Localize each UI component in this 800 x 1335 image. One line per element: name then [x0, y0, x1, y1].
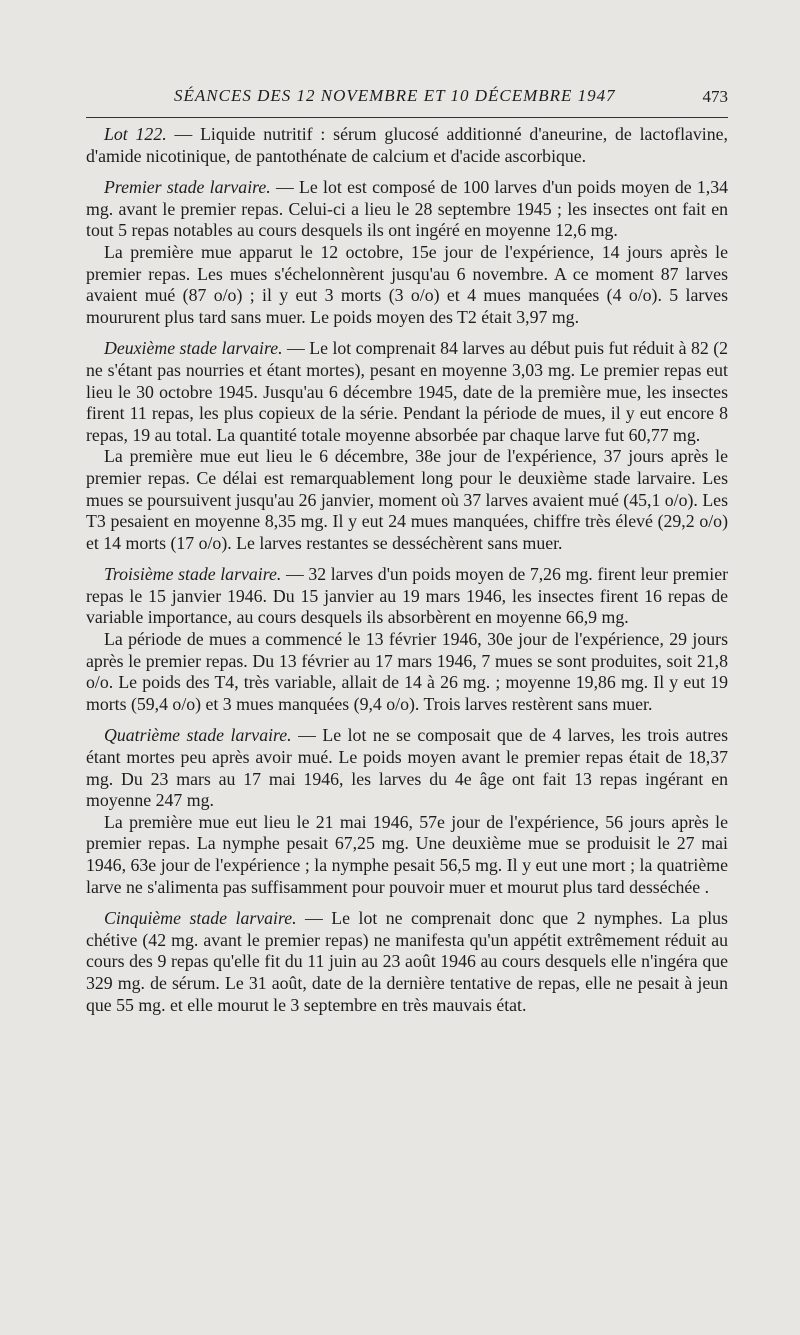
page-number: 473	[702, 87, 728, 106]
stage-4-paragraph-2: La première mue eut lieu le 21 mai 1946, 57e jour de l'expérience, 56 jours après le premier repas. La nymphe pesait 67,25 mg. Une deuxième mue se produisit le 27 mai 1946, 63e jour de l'expérience ; la nymphe pesait 56,5 mg. Il y eut une mort ; la quatrième larve ne s'alimenta pas suffisamment pour pouvoir muer et mourut plus tard desséchée .	[86, 811, 728, 897]
stage-4-paragraph-1	[86, 725, 728, 811]
stage-1-text-1: — Le lot est composé de 100 larves d'un poids moyen de 1,34 mg. avant le premier repas. Celui-ci a lieu le 28 septembre 1945 ; les insectes ont fait en tout 5 repas notables au cours desquels ils ont ingéré en moyenne 12,6 mg.	[86, 177, 728, 241]
stage-4-title: Quatrième stade larvaire.	[104, 725, 292, 746]
header-title: SÉANCES DES 12 NOVEMBRE ET 10 DÉCEMBRE 1947	[174, 86, 616, 105]
stage-4-text-1: — Le lot ne se composait que de 4 larves, les trois autres étant mortes peu après avoir mué. Le poids moyen avant le premier repas était de 18,37 mg. Du 23 mars au 17 mai 1946, les larves du 4e âge ont fait 13 repas ingérant en moyenne 247 mg.	[86, 725, 728, 811]
stage-3-text-1: — 32 larves d'un poids moyen de 7,26 mg. firent leur premier repas le 15 janvier 1946. Du 15 janvier au 19 mars 1946, les insectes firent 16 repas de variable importance, au cours desquels ils absorbèrent en moyenne 66,9 mg.	[86, 564, 729, 628]
stage-1-paragraph-2: La première mue apparut le 12 octobre, 15e jour de l'expérience, 14 jours après le premier repas. Les mues s'échelonnèrent jusqu'au 6 novembre. A ce moment 87 larves avaient mué (87 o/o) ; il y eut 3 morts (3 o/o) et 4 mues manquées (4 o/o). 5 larves moururent plus tard sans muer. Le poids moyen des T2 était 3,97 mg.	[86, 241, 728, 327]
stage-3-paragraph-1	[86, 564, 728, 629]
lot-text: — Liquide nutritif : sérum glucosé additionné d'aneurine, de lactoflavine, d'amide nicotinique, de pantothénate de calcium et d'acide ascorbique.	[86, 124, 728, 166]
lot-label: Lot 122.	[104, 124, 167, 144]
body-text	[86, 124, 728, 1016]
stage-2-paragraph-1	[86, 338, 728, 446]
stage-3-paragraph-2: La période de mues a commencé le 13 février 1946, 30e jour de l'expérience, 29 jours après le premier repas. Du 13 février au 17 mars 1946, 7 mues se sont produites, soit 21,8 o/o. Le poids des T4, très variable, allait de 14 à 26 mg. ; moyenne 19,86 mg. Il y eut 19 morts (59,4 o/o) et 3 mues manquées (9,4 o/o). Trois larves restèrent sans muer.	[86, 629, 728, 714]
stage-2-text-1: — Le lot comprenait 84 larves au début puis fut réduit à 82 (2 ne s'étant pas nourries et étant mortes), pesant en moyenne 3,03 mg. Le premier repas eut lieu le 30 octobre 1945. Jusqu'au 6 décembre 1945, date de la première mue, les insectes firent 11 repas, les plus copieux de la série. Pendant la période de mues, il y eut encore 8 repas, 19 au total. La quantité totale moyenne absorbée par chaque larve fut 60,77 mg.	[86, 338, 729, 445]
header-rule	[86, 117, 728, 118]
running-header	[86, 86, 730, 110]
stage-5-paragraph-1	[86, 908, 728, 1016]
stage-2-paragraph-2: La première mue eut lieu le 6 décembre, 38e jour de l'expérience, 37 jours après le premier repas. Ce délai est remarquablement long pour le deuxième stade larvaire. Les mues se poursuivent jusqu'au 26 janvier, moment où 37 larves avaient mué (45,1 o/o). Les T3 pesaient en moyenne 8,35 mg. Il y eut 24 mues manquées, chiffre très élevé (29,2 o/o) et 14 morts (17 o/o). Le larves restantes se desséchèrent sans muer.	[86, 446, 728, 553]
lot-paragraph	[86, 124, 728, 167]
stage-2-title: Deuxième stade larvaire.	[104, 338, 283, 359]
stage-5-title: Cinquième stade larvaire.	[104, 908, 297, 929]
stage-1-paragraph-1	[86, 177, 728, 242]
stage-3-title: Troisième stade larvaire.	[104, 564, 282, 585]
stage-5-text-1: — Le lot ne comprenait donc que 2 nymphes. La plus chétive (42 mg. avant le premier repas) ne manifesta qu'un appétit extrêmement réduit au cours des 9 repas qu'elle fit du 11 juin au 23 août 1946 au cours desquels elle n'ingéra que 329 mg. de sérum. Le 31 août, date de la dernière tentative de repas, elle ne pesait à jeun que 55 mg. et elle mourut le 3 septembre en très mauvais état.	[86, 908, 728, 1015]
stage-1-title: Premier stade larvaire.	[104, 177, 271, 198]
